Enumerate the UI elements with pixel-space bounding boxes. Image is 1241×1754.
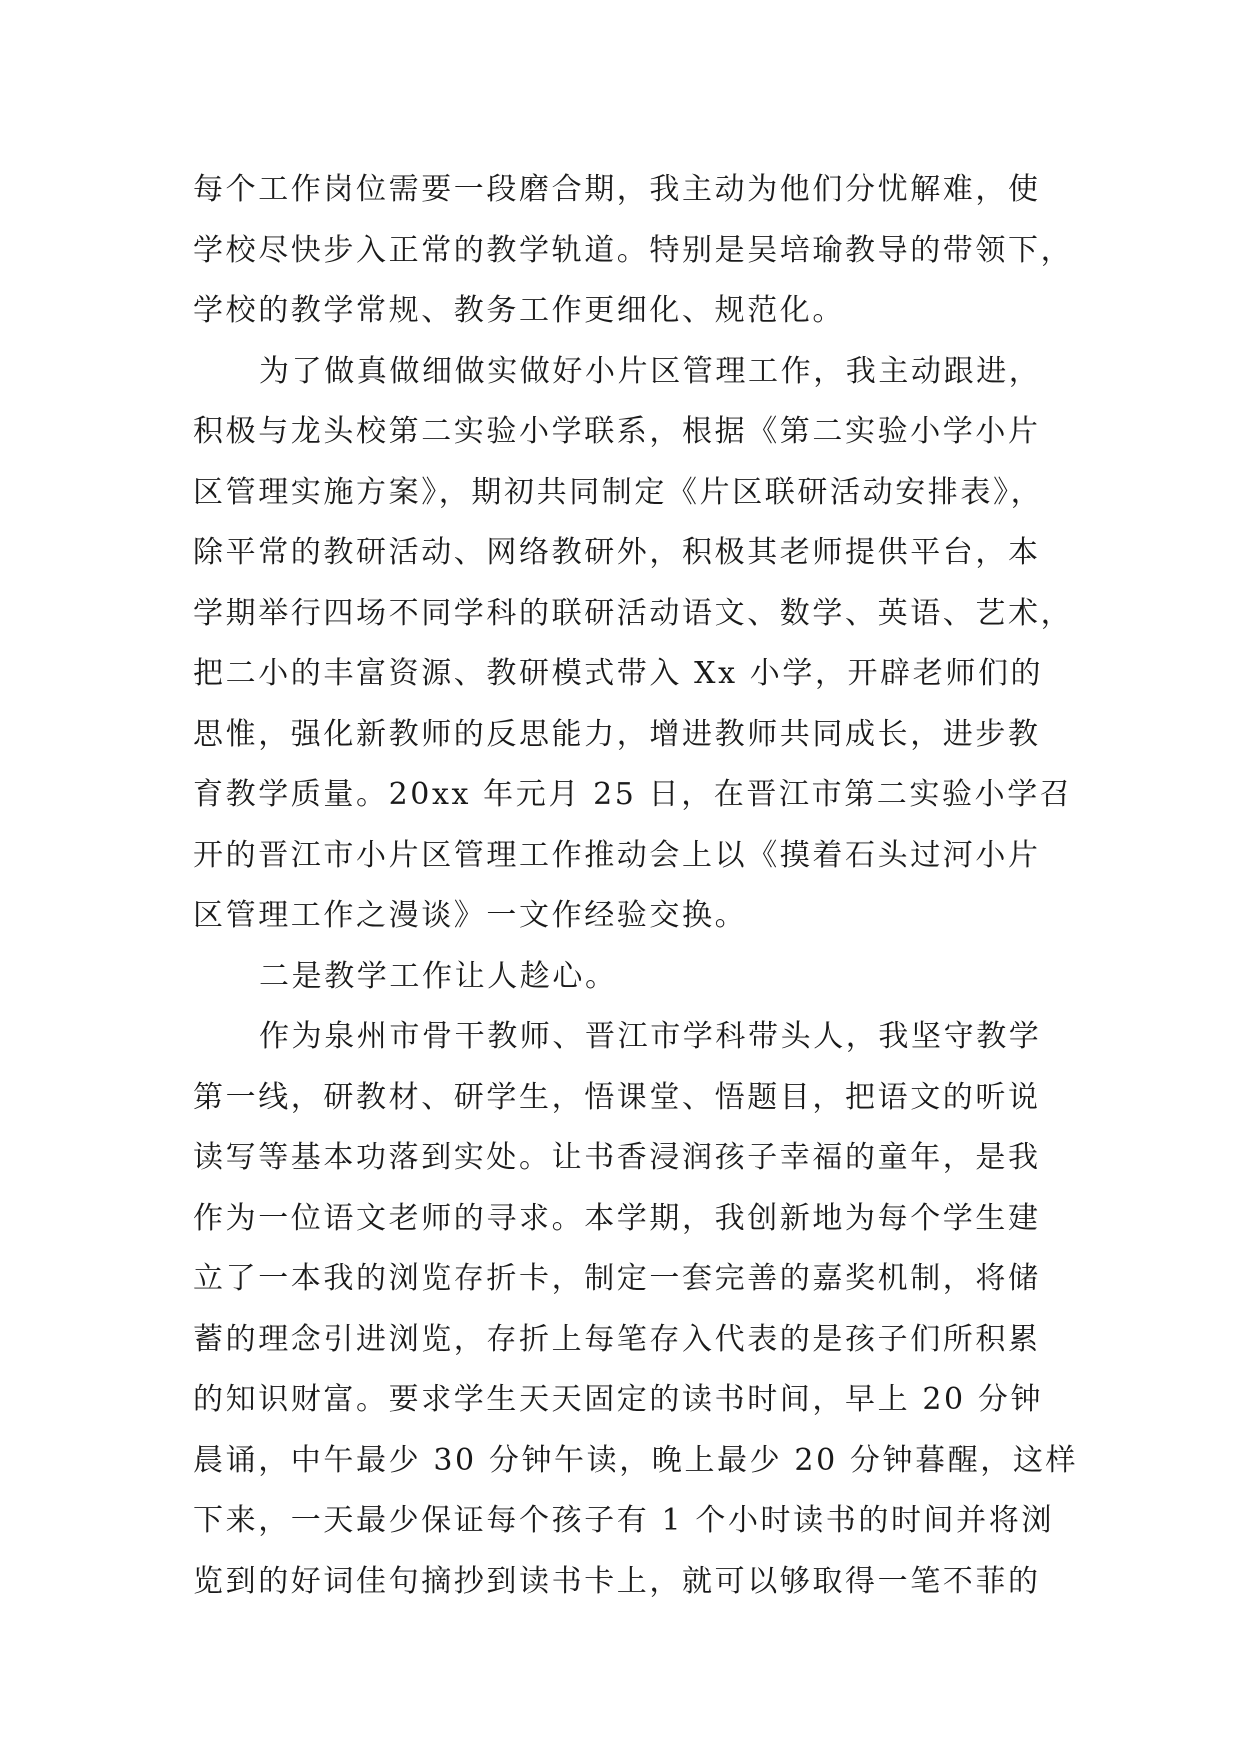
text-line: 每个工作岗位需要一段磨合期，我主动为他们分忧解难，使	[193, 172, 1041, 207]
text-line: 育教学质量。20xx 年元月 25 日，在晋江市第二实验小学召	[193, 777, 1073, 812]
text-line: 区管理实施方案》，期初共同制定《片区联研活动安排表》，	[193, 474, 1044, 510]
text-line: 读写等基本功落到实处。让书香浸润孩子幸福的童年，是我	[193, 1140, 1041, 1175]
text-line: 蓄的理念引进浏览，存折上每笔存入代表的是孩子们所积累	[193, 1321, 1041, 1357]
text-line: 除平常的教研活动、网络教研外，积极其老师提供平台，本	[193, 535, 1041, 570]
text-line: 下来，一天最少保证每个孩子有 1 个小时读书的时间并将浏	[193, 1503, 1054, 1538]
text-line: 立了一本我的浏览存折卡，制定一套完善的嘉奖机制，将储	[193, 1261, 1041, 1296]
text-line: 作为一位语文老师的寻求。本学期，我创新地为每个学生建	[193, 1200, 1041, 1236]
document-body	[193, 160, 1093, 1612]
text-line: 晨诵，中午最少 30 分钟午读，晚上最少 20 分钟暮醒，这样	[193, 1442, 1079, 1478]
text-line: 第一线，研教材、研学生，悟课堂、悟题目，把语文的听说	[193, 1079, 1041, 1115]
paragraph-start-line: 为了做真做细做实做好小片区管理工作，我主动跟进，	[259, 353, 1042, 389]
text-line: 学期举行四场不同学科的联研活动语文、数学、英语、艺术，	[193, 595, 1074, 631]
section-heading-line: 二是教学工作让人趁心。	[259, 958, 618, 994]
text-line: 把二小的丰富资源、教研模式带入 Xx 小学，开辟老师们的	[193, 656, 1044, 691]
text-line: 思惟，强化新教师的反思能力，增进教师共同成长，进步教	[193, 716, 1041, 752]
text-line: 览到的好词佳句摘抄到读书卡上，就可以够取得一笔不菲的	[193, 1563, 1041, 1599]
text-line: 的知识财富。要求学生天天固定的读书时间，早上 20 分钟	[193, 1382, 1044, 1417]
text-line: 开的晋江市小片区管理工作推动会上以《摸着石头过河小片	[193, 837, 1041, 873]
text-line: 学校尽快步入正常的教学轨道。特别是吴培瑜教导的带领下，	[193, 232, 1074, 268]
text-line: 学校的教学常规、教务工作更细化、规范化。	[193, 293, 845, 328]
paragraph-start-line: 作为泉州市骨干教师、晋江市学科带头人，我坚守教学	[259, 1019, 1042, 1054]
text-line: 积极与龙头校第二实验小学联系，根据《第二实验小学小片	[193, 414, 1041, 449]
text-line: 区管理工作之漫谈》一文作经验交换。	[193, 898, 748, 933]
